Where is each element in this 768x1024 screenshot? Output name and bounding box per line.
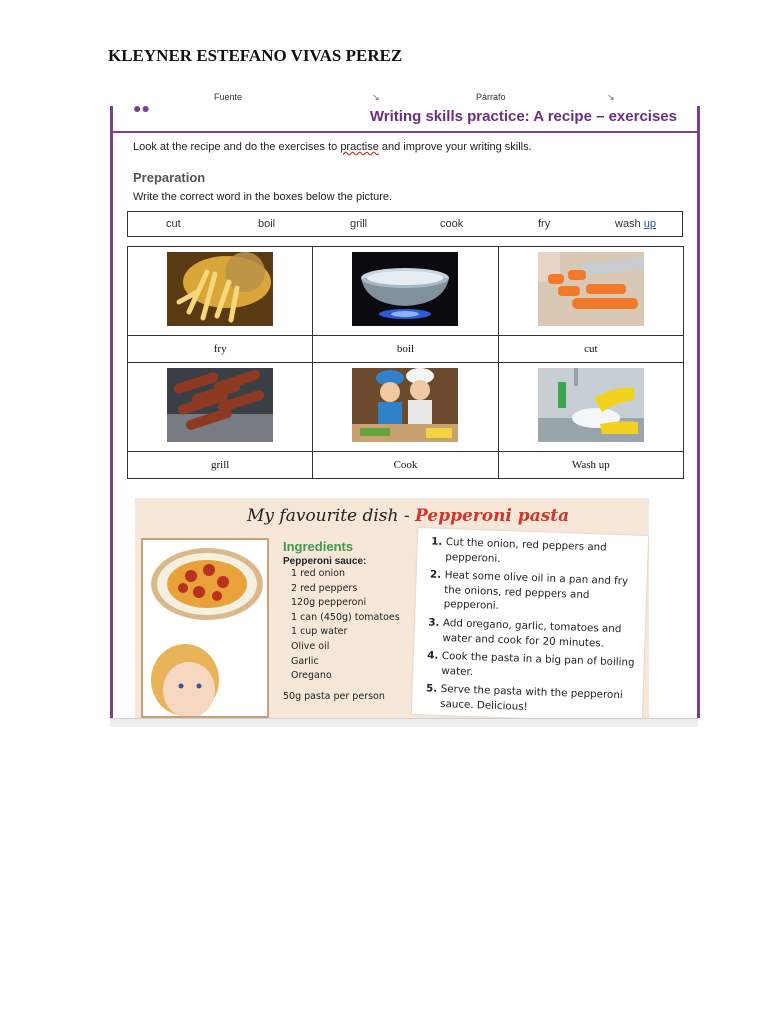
word-wash: wash xyxy=(615,218,644,230)
preparation-instruction: Write the correct word in the boxes below the picture. xyxy=(133,191,393,203)
word-box xyxy=(127,211,683,237)
word-up: up xyxy=(643,218,656,230)
method-steps xyxy=(412,534,648,718)
word-boil: boil xyxy=(258,218,276,230)
ingredient-item: 120g pepperoni xyxy=(291,597,367,609)
word-cook: cook xyxy=(440,218,464,230)
worksheet-header xyxy=(113,106,697,133)
worksheet xyxy=(110,106,700,718)
picture-label-cut: cut xyxy=(498,336,683,363)
parrafo-dialog-launcher-icon[interactable]: ↘ xyxy=(607,92,615,102)
instructions-underlined-word: practise xyxy=(340,141,379,153)
recipe-card xyxy=(135,498,649,718)
word-wash-up xyxy=(615,218,656,230)
grilling-sausages-image xyxy=(167,368,273,442)
picture-cell-boil xyxy=(313,247,498,336)
picture-label-wash-up: Wash up xyxy=(498,452,683,479)
picture-label-boil: boil xyxy=(313,336,498,363)
method-step: 1. Cut the onion, red peppers and pepperoni. xyxy=(445,535,642,571)
ingredient-item: 2 red peppers xyxy=(291,582,358,594)
student-name: KLEYNER ESTEFANO VIVAS PEREZ xyxy=(108,46,403,65)
method-step: 4. Cook the pasta in a big pan of boiling water. xyxy=(441,649,638,685)
ribbon-strip xyxy=(110,90,698,107)
cutting-carrots-image xyxy=(538,252,644,326)
ingredient-item: Oregano xyxy=(291,670,332,682)
pasta-and-girl-image xyxy=(143,540,267,716)
ribbon-parrafo-label: Párrafo xyxy=(476,92,506,102)
pasta-quantity: 50g pasta per person xyxy=(283,690,385,702)
kids-cooking-image xyxy=(352,368,458,442)
sauce-label: Pepperoni sauce: xyxy=(283,556,367,567)
method-step: 2. Heat some olive oil in a pan and fry the onions, red peppers and pepperoni. xyxy=(443,568,640,619)
boiling-water-image xyxy=(352,252,458,326)
recipe-dish-name: Pepperoni pasta xyxy=(415,506,570,526)
worksheet-title: Writing skills practice: A recipe – exercises xyxy=(369,108,677,125)
ingredient-item: 1 cup water xyxy=(291,626,348,638)
ingredients-list xyxy=(283,539,405,702)
recipe-photo-frame xyxy=(141,538,269,718)
picture-cell-cut xyxy=(498,247,683,336)
bottom-toolbar-strip xyxy=(110,718,698,727)
instructions xyxy=(133,141,532,153)
word-fry: fry xyxy=(538,218,551,230)
word-cut: cut xyxy=(166,218,181,230)
frying-fries-image xyxy=(167,252,273,326)
ingredient-item: Olive oil xyxy=(291,640,330,652)
recipe-title xyxy=(247,506,569,526)
method-step: 5. Serve the pasta with the pepperoni sauce. Delicious! xyxy=(440,682,637,718)
instructions-text-start: Look at the recipe and do the exercises to xyxy=(133,141,341,153)
recipe-title-prefix: My favourite dish - xyxy=(247,506,416,526)
washing-dishes-image xyxy=(538,368,644,442)
fuente-dialog-launcher-icon[interactable]: ↘ xyxy=(372,92,380,102)
ingredient-item: Garlic xyxy=(291,655,319,667)
method-note xyxy=(412,528,648,718)
instructions-text-end: and improve your writing skills. xyxy=(378,141,532,153)
preparation-heading: Preparation xyxy=(133,170,206,185)
picture-cell-fry xyxy=(128,247,313,336)
method-step: 3. Add oregano, garlic, tomatoes and water and cook for 20 minutes. xyxy=(442,616,639,652)
picture-cell-grill xyxy=(128,363,313,452)
picture-cell-wash-up xyxy=(498,363,683,452)
picture-label-grill: grill xyxy=(128,452,313,479)
picture-cell-cook xyxy=(313,363,498,452)
picture-grid xyxy=(127,246,684,479)
ribbon-fuente-label: Fuente xyxy=(214,92,243,102)
ingredient-item: 1 can (450g) tomatoes xyxy=(291,611,400,623)
ingredients-heading: Ingredients xyxy=(283,539,354,554)
picture-label-cook: Cook xyxy=(313,452,498,479)
logo-icon: ●● xyxy=(133,106,150,116)
word-grill: grill xyxy=(350,218,368,230)
picture-label-fry: fry xyxy=(128,336,313,363)
ingredient-item: 1 red onion xyxy=(291,568,345,579)
